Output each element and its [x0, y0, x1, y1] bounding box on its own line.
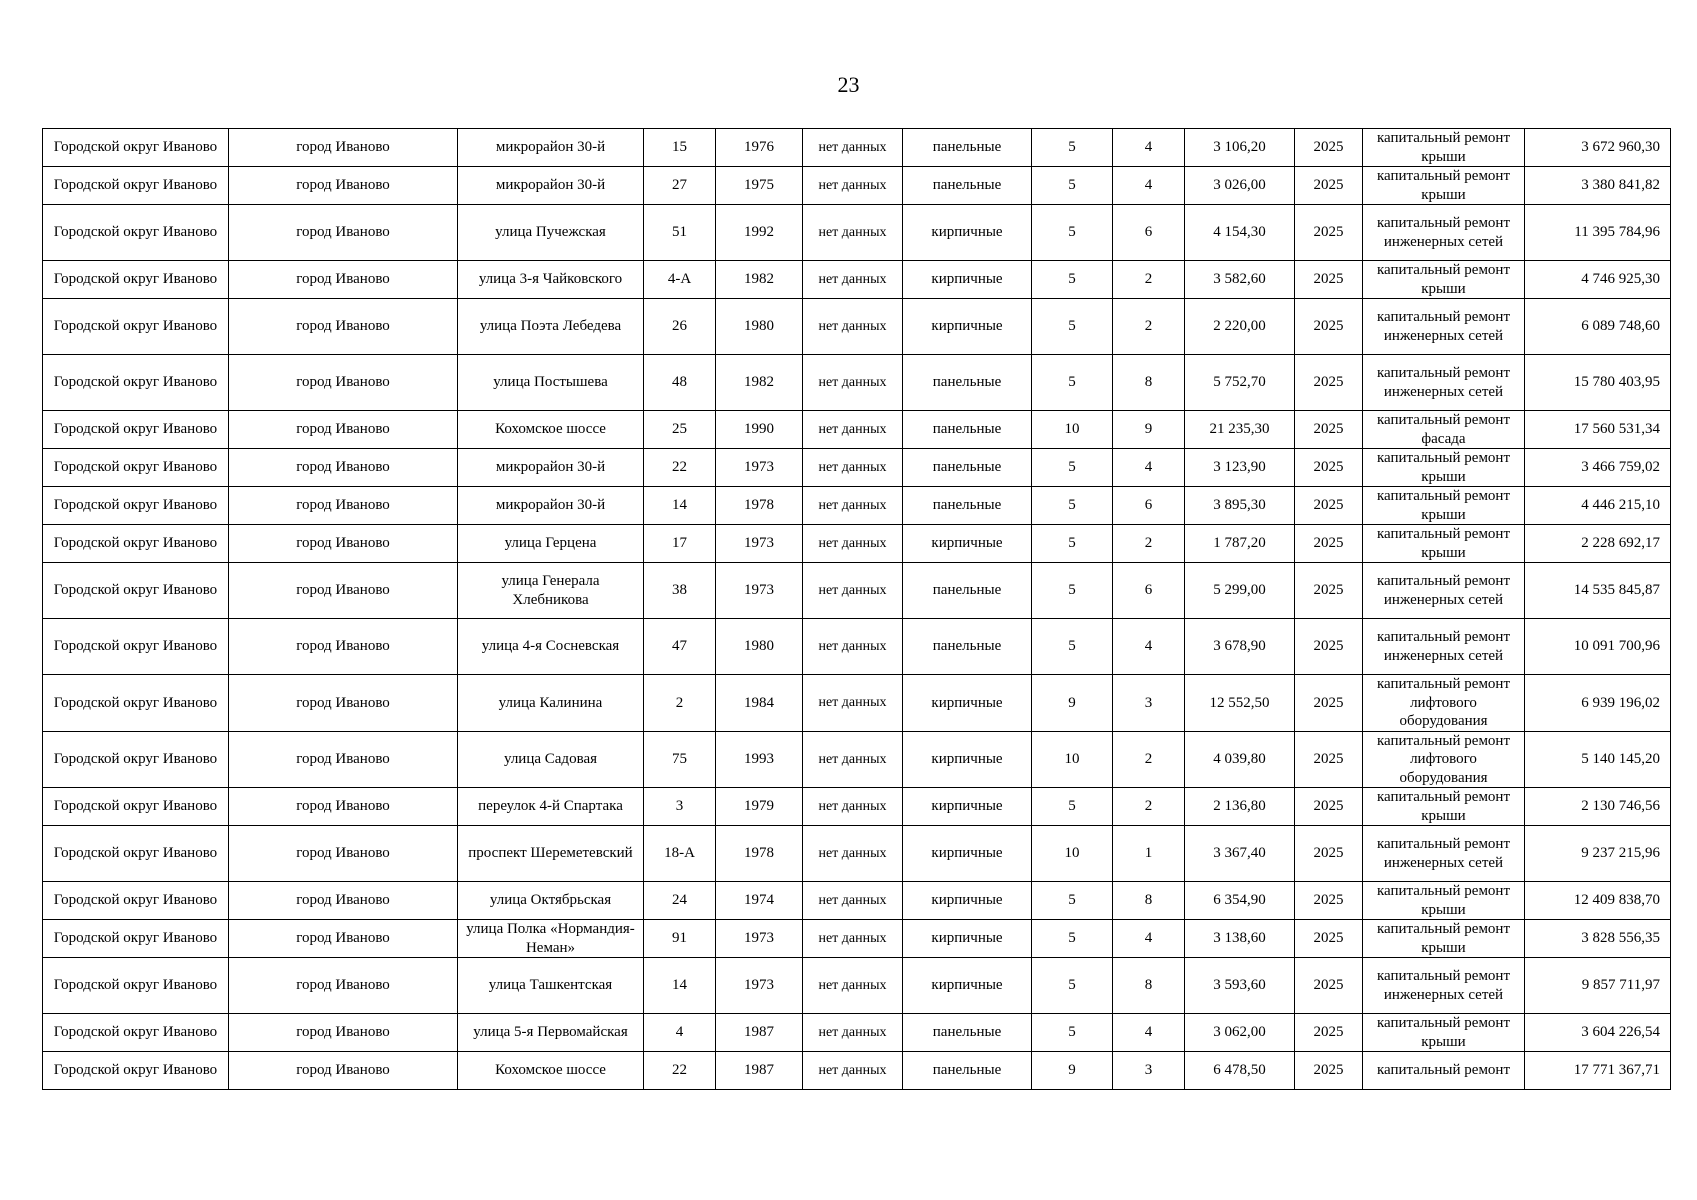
- cell-district: Городской округ Иваново: [43, 487, 229, 525]
- cell-district: Городской округ Иваново: [43, 619, 229, 675]
- cell-work-type: капитальный ремонт фасада: [1363, 411, 1525, 449]
- cell-house-number: 15: [644, 129, 716, 167]
- cell-work-type: капитальный ремонт крыши: [1363, 449, 1525, 487]
- cell-street: улица 3-я Чайковского: [458, 261, 644, 299]
- cell-floors: 10: [1032, 826, 1113, 882]
- cell-wall-material: панельные: [903, 167, 1032, 205]
- cell-wall-material: панельные: [903, 487, 1032, 525]
- cell-plan-year: 2025: [1295, 619, 1363, 675]
- cell-house-number: 22: [644, 1052, 716, 1090]
- cell-wall-material: панельные: [903, 1014, 1032, 1052]
- cell-house-number: 27: [644, 167, 716, 205]
- table-row: [43, 675, 1671, 732]
- cell-plan-year: 2025: [1295, 449, 1363, 487]
- cell-status: нет данных: [803, 261, 903, 299]
- cell-cost: 6 939 196,02: [1525, 675, 1671, 732]
- cell-floors: 5: [1032, 167, 1113, 205]
- cell-city: город Иваново: [229, 167, 458, 205]
- cell-status: нет данных: [803, 411, 903, 449]
- cell-district: Городской округ Иваново: [43, 449, 229, 487]
- cell-plan-year: 2025: [1295, 958, 1363, 1014]
- cell-floors: 5: [1032, 563, 1113, 619]
- cell-plan-year: 2025: [1295, 882, 1363, 920]
- cell-floors: 5: [1032, 882, 1113, 920]
- cell-wall-material: кирпичные: [903, 525, 1032, 563]
- cell-entrances: 2: [1113, 261, 1185, 299]
- cell-city: город Иваново: [229, 261, 458, 299]
- cell-entrances: 2: [1113, 731, 1185, 788]
- cell-city: город Иваново: [229, 563, 458, 619]
- cell-cost: 11 395 784,96: [1525, 205, 1671, 261]
- cell-house-number: 48: [644, 355, 716, 411]
- cell-district: Городской округ Иваново: [43, 129, 229, 167]
- cell-district: Городской округ Иваново: [43, 882, 229, 920]
- cell-area: 3 123,90: [1185, 449, 1295, 487]
- cell-city: город Иваново: [229, 1014, 458, 1052]
- cell-status: нет данных: [803, 1014, 903, 1052]
- cell-city: город Иваново: [229, 920, 458, 958]
- cell-status: нет данных: [803, 563, 903, 619]
- cell-plan-year: 2025: [1295, 1014, 1363, 1052]
- cell-status: нет данных: [803, 731, 903, 788]
- cell-plan-year: 2025: [1295, 731, 1363, 788]
- cell-build-year: 1979: [716, 788, 803, 826]
- table-row: [43, 205, 1671, 261]
- cell-work-type: капитальный ремонт крыши: [1363, 261, 1525, 299]
- cell-work-type: капитальный ремонт крыши: [1363, 788, 1525, 826]
- cell-floors: 5: [1032, 958, 1113, 1014]
- cell-wall-material: панельные: [903, 1052, 1032, 1090]
- cell-wall-material: кирпичные: [903, 675, 1032, 732]
- cell-entrances: 9: [1113, 411, 1185, 449]
- cell-work-type: капитальный ремонт крыши: [1363, 920, 1525, 958]
- cell-work-type: капитальный ремонт крыши: [1363, 1014, 1525, 1052]
- cell-build-year: 1973: [716, 563, 803, 619]
- cell-entrances: 6: [1113, 487, 1185, 525]
- cell-wall-material: кирпичные: [903, 826, 1032, 882]
- cell-street: микрорайон 30-й: [458, 487, 644, 525]
- cell-city: город Иваново: [229, 205, 458, 261]
- cell-street: микрорайон 30-й: [458, 449, 644, 487]
- cell-plan-year: 2025: [1295, 261, 1363, 299]
- cell-city: город Иваново: [229, 129, 458, 167]
- cell-floors: 5: [1032, 205, 1113, 261]
- cell-district: Городской округ Иваново: [43, 920, 229, 958]
- cell-entrances: 8: [1113, 882, 1185, 920]
- table-row: [43, 920, 1671, 958]
- table-row: [43, 355, 1671, 411]
- cell-cost: 3 604 226,54: [1525, 1014, 1671, 1052]
- cell-district: Городской округ Иваново: [43, 563, 229, 619]
- cell-city: город Иваново: [229, 826, 458, 882]
- cell-area: 3 367,40: [1185, 826, 1295, 882]
- cell-district: Городской округ Иваново: [43, 731, 229, 788]
- cell-district: Городской округ Иваново: [43, 1014, 229, 1052]
- cell-cost: 9 857 711,97: [1525, 958, 1671, 1014]
- cell-cost: 17 771 367,71: [1525, 1052, 1671, 1090]
- cell-area: 3 026,00: [1185, 167, 1295, 205]
- cell-district: Городской округ Иваново: [43, 261, 229, 299]
- cell-floors: 5: [1032, 525, 1113, 563]
- cell-plan-year: 2025: [1295, 205, 1363, 261]
- cell-floors: 5: [1032, 487, 1113, 525]
- cell-build-year: 1973: [716, 920, 803, 958]
- cell-wall-material: панельные: [903, 563, 1032, 619]
- cell-floors: 5: [1032, 788, 1113, 826]
- cell-district: Городской округ Иваново: [43, 826, 229, 882]
- cell-cost: 15 780 403,95: [1525, 355, 1671, 411]
- cell-cost: 2 130 746,56: [1525, 788, 1671, 826]
- cell-floors: 9: [1032, 1052, 1113, 1090]
- cell-area: 3 895,30: [1185, 487, 1295, 525]
- cell-status: нет данных: [803, 129, 903, 167]
- cell-district: Городской округ Иваново: [43, 411, 229, 449]
- cell-city: город Иваново: [229, 299, 458, 355]
- cell-street: проспект Шереметевский: [458, 826, 644, 882]
- cell-city: город Иваново: [229, 487, 458, 525]
- cell-district: Городской округ Иваново: [43, 675, 229, 732]
- cell-house-number: 4: [644, 1014, 716, 1052]
- cell-plan-year: 2025: [1295, 826, 1363, 882]
- cell-plan-year: 2025: [1295, 487, 1363, 525]
- table-row: [43, 826, 1671, 882]
- cell-house-number: 24: [644, 882, 716, 920]
- cell-build-year: 1976: [716, 129, 803, 167]
- cell-wall-material: панельные: [903, 449, 1032, 487]
- cell-wall-material: кирпичные: [903, 882, 1032, 920]
- cell-street: улица Садовая: [458, 731, 644, 788]
- cell-entrances: 8: [1113, 355, 1185, 411]
- cell-build-year: 1982: [716, 355, 803, 411]
- cell-build-year: 1978: [716, 487, 803, 525]
- cell-cost: 14 535 845,87: [1525, 563, 1671, 619]
- cell-plan-year: 2025: [1295, 411, 1363, 449]
- cell-build-year: 1992: [716, 205, 803, 261]
- cell-area: 3 582,60: [1185, 261, 1295, 299]
- cell-status: нет данных: [803, 882, 903, 920]
- cell-cost: 5 140 145,20: [1525, 731, 1671, 788]
- cell-cost: 2 228 692,17: [1525, 525, 1671, 563]
- cell-house-number: 25: [644, 411, 716, 449]
- cell-house-number: 4-А: [644, 261, 716, 299]
- cell-entrances: 8: [1113, 958, 1185, 1014]
- cell-house-number: 51: [644, 205, 716, 261]
- cell-cost: 9 237 215,96: [1525, 826, 1671, 882]
- cell-cost: 3 828 556,35: [1525, 920, 1671, 958]
- cell-house-number: 3: [644, 788, 716, 826]
- cell-street: улица Калинина: [458, 675, 644, 732]
- cell-street: улица 5-я Первомайская: [458, 1014, 644, 1052]
- cell-work-type: капитальный ремонт инженерных сетей: [1363, 958, 1525, 1014]
- cell-wall-material: панельные: [903, 129, 1032, 167]
- cell-entrances: 4: [1113, 920, 1185, 958]
- cell-work-type: капитальный ремонт лифтового оборудования: [1363, 731, 1525, 788]
- table-row: [43, 1014, 1671, 1052]
- cell-floors: 9: [1032, 675, 1113, 732]
- cell-build-year: 1990: [716, 411, 803, 449]
- table-row: [43, 731, 1671, 788]
- cell-entrances: 4: [1113, 129, 1185, 167]
- cell-entrances: 4: [1113, 1014, 1185, 1052]
- cell-status: нет данных: [803, 355, 903, 411]
- cell-city: город Иваново: [229, 675, 458, 732]
- cell-work-type: капитальный ремонт крыши: [1363, 129, 1525, 167]
- cell-build-year: 1984: [716, 675, 803, 732]
- cell-work-type: капитальный ремонт инженерных сетей: [1363, 299, 1525, 355]
- cell-build-year: 1974: [716, 882, 803, 920]
- cell-status: нет данных: [803, 675, 903, 732]
- cell-floors: 5: [1032, 129, 1113, 167]
- cell-area: 2 220,00: [1185, 299, 1295, 355]
- cell-house-number: 14: [644, 487, 716, 525]
- cell-work-type: капитальный ремонт инженерных сетей: [1363, 826, 1525, 882]
- cell-plan-year: 2025: [1295, 788, 1363, 826]
- cell-area: 5 299,00: [1185, 563, 1295, 619]
- cell-street: улица Октябрьская: [458, 882, 644, 920]
- cell-entrances: 6: [1113, 563, 1185, 619]
- table-row: [43, 563, 1671, 619]
- cell-area: 3 678,90: [1185, 619, 1295, 675]
- cell-street: улица Полка «Нормандия-Неман»: [458, 920, 644, 958]
- cell-wall-material: кирпичные: [903, 205, 1032, 261]
- page-number: 23: [837, 72, 860, 97]
- cell-street: переулок 4-й Спартака: [458, 788, 644, 826]
- cell-plan-year: 2025: [1295, 675, 1363, 732]
- cell-wall-material: кирпичные: [903, 788, 1032, 826]
- cell-district: Городской округ Иваново: [43, 355, 229, 411]
- cell-wall-material: панельные: [903, 619, 1032, 675]
- cell-status: нет данных: [803, 920, 903, 958]
- cell-entrances: 4: [1113, 619, 1185, 675]
- cell-house-number: 18-А: [644, 826, 716, 882]
- cell-plan-year: 2025: [1295, 129, 1363, 167]
- table-body: [43, 129, 1671, 1090]
- cell-status: нет данных: [803, 299, 903, 355]
- cell-street: улица Постышева: [458, 355, 644, 411]
- cell-entrances: 3: [1113, 1052, 1185, 1090]
- cell-area: 6 354,90: [1185, 882, 1295, 920]
- cell-floors: 5: [1032, 299, 1113, 355]
- cell-build-year: 1987: [716, 1052, 803, 1090]
- cell-status: нет данных: [803, 826, 903, 882]
- cell-entrances: 2: [1113, 525, 1185, 563]
- table-row: [43, 487, 1671, 525]
- cell-street: микрорайон 30-й: [458, 129, 644, 167]
- cell-floors: 5: [1032, 920, 1113, 958]
- cell-plan-year: 2025: [1295, 299, 1363, 355]
- cell-build-year: 1975: [716, 167, 803, 205]
- cell-wall-material: кирпичные: [903, 920, 1032, 958]
- cell-cost: 10 091 700,96: [1525, 619, 1671, 675]
- cell-floors: 5: [1032, 449, 1113, 487]
- cell-cost: 4 746 925,30: [1525, 261, 1671, 299]
- cell-plan-year: 2025: [1295, 355, 1363, 411]
- table-row: [43, 525, 1671, 563]
- cell-area: 3 062,00: [1185, 1014, 1295, 1052]
- cell-house-number: 14: [644, 958, 716, 1014]
- cell-work-type: капитальный ремонт инженерных сетей: [1363, 355, 1525, 411]
- cell-wall-material: панельные: [903, 355, 1032, 411]
- cell-build-year: 1987: [716, 1014, 803, 1052]
- table-row: [43, 167, 1671, 205]
- table-row: [43, 1052, 1671, 1090]
- cell-floors: 10: [1032, 411, 1113, 449]
- table-row: [43, 788, 1671, 826]
- cell-build-year: 1980: [716, 619, 803, 675]
- cell-status: нет данных: [803, 1052, 903, 1090]
- cell-status: нет данных: [803, 619, 903, 675]
- housing-repair-table: [42, 128, 1671, 1090]
- cell-street: Кохомское шоссе: [458, 411, 644, 449]
- cell-floors: 5: [1032, 355, 1113, 411]
- cell-house-number: 2: [644, 675, 716, 732]
- cell-status: нет данных: [803, 525, 903, 563]
- cell-entrances: 2: [1113, 788, 1185, 826]
- cell-district: Городской округ Иваново: [43, 788, 229, 826]
- cell-entrances: 6: [1113, 205, 1185, 261]
- cell-status: нет данных: [803, 958, 903, 1014]
- cell-build-year: 1973: [716, 525, 803, 563]
- cell-city: город Иваново: [229, 731, 458, 788]
- cell-city: город Иваново: [229, 882, 458, 920]
- cell-work-type: капитальный ремонт: [1363, 1052, 1525, 1090]
- cell-street: Кохомское шоссе: [458, 1052, 644, 1090]
- cell-entrances: 3: [1113, 675, 1185, 732]
- cell-work-type: капитальный ремонт крыши: [1363, 882, 1525, 920]
- cell-entrances: 4: [1113, 449, 1185, 487]
- cell-area: 5 752,70: [1185, 355, 1295, 411]
- cell-status: нет данных: [803, 167, 903, 205]
- cell-work-type: капитальный ремонт крыши: [1363, 487, 1525, 525]
- cell-area: 3 106,20: [1185, 129, 1295, 167]
- cell-area: 21 235,30: [1185, 411, 1295, 449]
- cell-plan-year: 2025: [1295, 1052, 1363, 1090]
- cell-street: улица 4-я Сосневская: [458, 619, 644, 675]
- cell-house-number: 26: [644, 299, 716, 355]
- cell-status: нет данных: [803, 205, 903, 261]
- cell-cost: 6 089 748,60: [1525, 299, 1671, 355]
- cell-floors: 5: [1032, 619, 1113, 675]
- cell-street: микрорайон 30-й: [458, 167, 644, 205]
- cell-entrances: 2: [1113, 299, 1185, 355]
- cell-street: улица Пучежская: [458, 205, 644, 261]
- cell-city: город Иваново: [229, 619, 458, 675]
- cell-house-number: 47: [644, 619, 716, 675]
- cell-city: город Иваново: [229, 449, 458, 487]
- cell-wall-material: панельные: [903, 411, 1032, 449]
- cell-house-number: 38: [644, 563, 716, 619]
- cell-work-type: капитальный ремонт инженерных сетей: [1363, 205, 1525, 261]
- table-row: [43, 411, 1671, 449]
- cell-work-type: капитальный ремонт крыши: [1363, 525, 1525, 563]
- cell-plan-year: 2025: [1295, 563, 1363, 619]
- cell-area: 1 787,20: [1185, 525, 1295, 563]
- cell-cost: 3 380 841,82: [1525, 167, 1671, 205]
- cell-build-year: 1980: [716, 299, 803, 355]
- cell-street: улица Поэта Лебедева: [458, 299, 644, 355]
- cell-build-year: 1978: [716, 826, 803, 882]
- cell-status: нет данных: [803, 487, 903, 525]
- cell-district: Городской округ Иваново: [43, 1052, 229, 1090]
- cell-wall-material: кирпичные: [903, 261, 1032, 299]
- cell-build-year: 1973: [716, 958, 803, 1014]
- cell-wall-material: кирпичные: [903, 731, 1032, 788]
- table-row: [43, 958, 1671, 1014]
- cell-status: нет данных: [803, 788, 903, 826]
- table-row: [43, 299, 1671, 355]
- cell-entrances: 1: [1113, 826, 1185, 882]
- cell-area: 12 552,50: [1185, 675, 1295, 732]
- cell-district: Городской округ Иваново: [43, 525, 229, 563]
- cell-cost: 3 672 960,30: [1525, 129, 1671, 167]
- cell-floors: 5: [1032, 261, 1113, 299]
- cell-entrances: 4: [1113, 167, 1185, 205]
- cell-district: Городской округ Иваново: [43, 958, 229, 1014]
- cell-area: 3 138,60: [1185, 920, 1295, 958]
- table-row: [43, 882, 1671, 920]
- cell-build-year: 1982: [716, 261, 803, 299]
- cell-district: Городской округ Иваново: [43, 205, 229, 261]
- cell-plan-year: 2025: [1295, 920, 1363, 958]
- cell-wall-material: кирпичные: [903, 958, 1032, 1014]
- cell-area: 4 154,30: [1185, 205, 1295, 261]
- cell-city: город Иваново: [229, 411, 458, 449]
- cell-cost: 3 466 759,02: [1525, 449, 1671, 487]
- cell-work-type: капитальный ремонт инженерных сетей: [1363, 619, 1525, 675]
- cell-city: город Иваново: [229, 355, 458, 411]
- cell-house-number: 17: [644, 525, 716, 563]
- cell-area: 2 136,80: [1185, 788, 1295, 826]
- cell-area: 4 039,80: [1185, 731, 1295, 788]
- table-row: [43, 129, 1671, 167]
- cell-city: город Иваново: [229, 788, 458, 826]
- cell-work-type: капитальный ремонт лифтового оборудования: [1363, 675, 1525, 732]
- cell-house-number: 22: [644, 449, 716, 487]
- cell-work-type: капитальный ремонт крыши: [1363, 167, 1525, 205]
- cell-house-number: 75: [644, 731, 716, 788]
- cell-cost: 17 560 531,34: [1525, 411, 1671, 449]
- cell-house-number: 91: [644, 920, 716, 958]
- cell-area: 3 593,60: [1185, 958, 1295, 1014]
- cell-plan-year: 2025: [1295, 525, 1363, 563]
- cell-plan-year: 2025: [1295, 167, 1363, 205]
- cell-cost: 4 446 215,10: [1525, 487, 1671, 525]
- table-row: [43, 619, 1671, 675]
- cell-work-type: капитальный ремонт инженерных сетей: [1363, 563, 1525, 619]
- cell-city: город Иваново: [229, 525, 458, 563]
- table-row: [43, 449, 1671, 487]
- cell-city: город Иваново: [229, 1052, 458, 1090]
- cell-district: Городской округ Иваново: [43, 299, 229, 355]
- cell-area: 6 478,50: [1185, 1052, 1295, 1090]
- cell-city: город Иваново: [229, 958, 458, 1014]
- cell-floors: 10: [1032, 731, 1113, 788]
- cell-district: Городской округ Иваново: [43, 167, 229, 205]
- cell-status: нет данных: [803, 449, 903, 487]
- cell-cost: 12 409 838,70: [1525, 882, 1671, 920]
- cell-street: улица Ташкентская: [458, 958, 644, 1014]
- cell-street: улица Герцена: [458, 525, 644, 563]
- cell-floors: 5: [1032, 1014, 1113, 1052]
- cell-build-year: 1973: [716, 449, 803, 487]
- cell-wall-material: кирпичные: [903, 299, 1032, 355]
- table-row: [43, 261, 1671, 299]
- cell-street: улица Генерала Хлебникова: [458, 563, 644, 619]
- cell-build-year: 1993: [716, 731, 803, 788]
